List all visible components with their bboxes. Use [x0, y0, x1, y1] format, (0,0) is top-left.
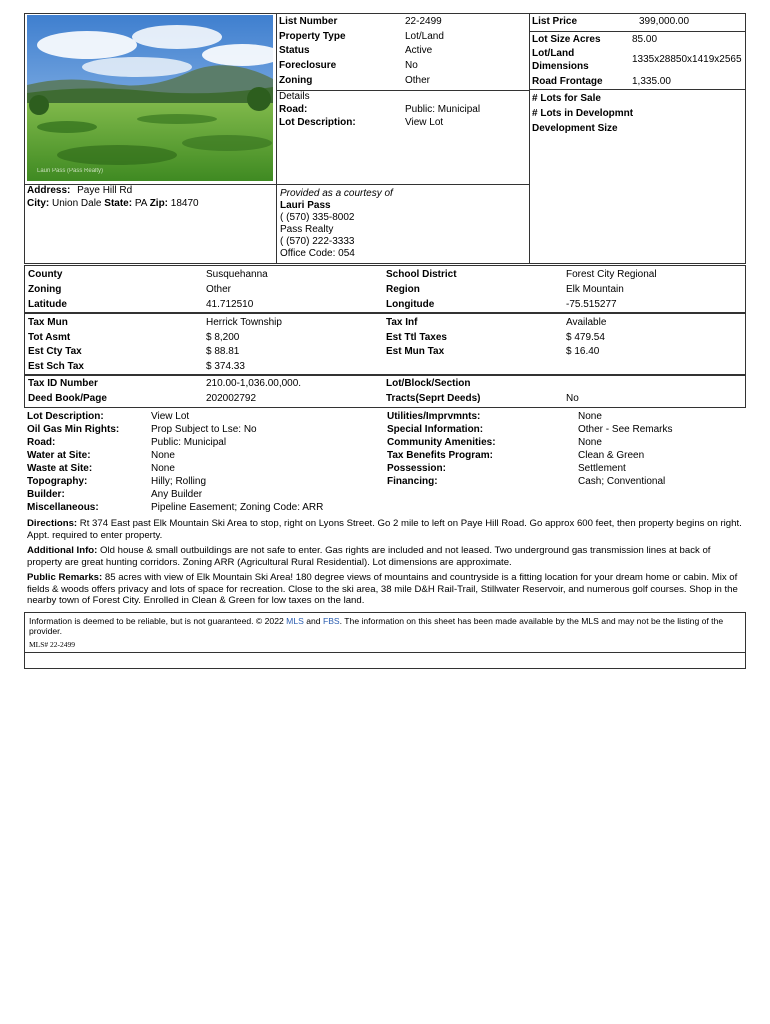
disclaimer-part-1: Information is deemed to be reliable, but is not guaranteed. © 2022	[29, 616, 284, 626]
feature-value: None	[578, 437, 602, 448]
zoning-value: Other	[405, 75, 431, 86]
office-code: Office Code: 054	[280, 248, 355, 259]
directions-label: Directions:	[27, 518, 78, 529]
address-label: Address:	[27, 185, 71, 196]
feature-label: Waste at Site:	[27, 463, 93, 474]
lots-for-sale-label: # Lots for Sale	[532, 93, 601, 104]
region-value: Elk Mountain	[566, 284, 624, 295]
tot-asmt-label: Tot Asmt	[28, 332, 71, 343]
feature-label: Utilities/Imprvmnts:	[387, 411, 481, 422]
divider	[276, 90, 529, 91]
address-line	[27, 185, 132, 197]
office-name: Pass Realty	[280, 224, 334, 235]
courtesy-intro: Provided as a courtesy of	[280, 188, 393, 199]
additional-info-text: Old house & small outbuildings are not safe to enter. Gas rights are included and not leased. Two underground gas transmission lines at back of property are great hunting corridors. Zoning ARR (Agricultural Rural Residential). Lot dimensions are approximate.	[27, 545, 711, 568]
divider	[529, 31, 746, 32]
feature-value: Settlement	[578, 463, 626, 474]
zip-value: 18470	[170, 198, 199, 209]
deed-book-value: 202002792	[206, 393, 257, 404]
feature-value: View Lot	[151, 411, 190, 422]
ids-section	[24, 375, 746, 408]
list-price-value: 399,000.00	[639, 16, 690, 27]
feature-value: Clean & Green	[578, 450, 645, 461]
zip-label: Zip:	[149, 198, 169, 209]
tax-mun-value: Herrick Township	[206, 317, 282, 328]
lot-size-label: Lot Size Acres	[532, 34, 601, 45]
feature-value: Cash; Conventional	[578, 476, 666, 487]
disclaimer-and: and	[306, 616, 321, 626]
feature-label: Miscellaneous:	[27, 502, 99, 513]
school-district-label: School District	[386, 269, 457, 280]
tax-inf-value: Available	[566, 317, 607, 328]
details-label: Details	[279, 91, 310, 102]
road-frontage-value: 1,335.00	[632, 76, 671, 87]
county-label: County	[28, 269, 63, 280]
city-label: City:	[27, 198, 50, 209]
lot-size-value: 85.00	[632, 34, 658, 45]
additional-info	[27, 545, 743, 568]
feature-label: Builder:	[27, 489, 65, 500]
lot-dim-label-2: Dimensions	[532, 61, 589, 72]
state-value: PA	[134, 198, 147, 209]
fbs-link[interactable]: FBS	[322, 616, 340, 626]
feature-label: Water at Site:	[27, 450, 91, 461]
est-cty-tax-value: $ 88.81	[206, 346, 240, 357]
loc-zoning-label: Zoning	[28, 284, 62, 295]
divider	[529, 89, 746, 90]
region-label: Region	[386, 284, 420, 295]
deed-book-label: Deed Book/Page	[28, 393, 107, 404]
lot-block-section-label: Lot/Block/Section	[386, 378, 471, 389]
list-price-label: List Price	[532, 16, 578, 27]
feature-value: Prop Subject to Lse: No	[151, 424, 257, 435]
feature-label: Road:	[27, 437, 56, 448]
public-remarks	[27, 572, 743, 607]
city-value: Union Dale	[52, 198, 102, 209]
latitude-label: Latitude	[28, 299, 67, 310]
lot-description-label: Lot Description:	[279, 117, 356, 128]
tax-section	[24, 313, 746, 375]
divider	[529, 13, 530, 264]
property-type-value: Lot/Land	[405, 31, 444, 42]
est-ttl-taxes-value: $ 479.54	[566, 332, 605, 343]
divider	[24, 652, 746, 653]
county-value: Susquehanna	[206, 269, 268, 280]
est-cty-tax-label: Est Cty Tax	[28, 346, 82, 357]
road-label: Road:	[279, 104, 308, 115]
lot-description-value: View Lot	[405, 117, 444, 128]
longitude-value: -75.515277	[566, 299, 617, 310]
est-sch-tax-label: Est Sch Tax	[28, 361, 84, 372]
est-mun-tax-label: Est Mun Tax	[386, 346, 445, 357]
list-number-label: List Number	[279, 16, 338, 27]
photo-watermark: Lauri Pass (Pass Realty)	[37, 168, 104, 174]
feature-label: Lot Description:	[27, 411, 104, 422]
mls-number: MLS# 22-2499	[29, 640, 76, 649]
address-value: Paye Hill Rd	[77, 185, 133, 196]
feature-value: None	[151, 450, 175, 461]
foreclosure-label: Foreclosure	[279, 60, 337, 71]
office-phone: ( (570) 222-3333	[280, 236, 355, 247]
public-remarks-text: 85 acres with view of Elk Mountain Ski Area! 180 degree views of mountains and countryside is a fitting location for your dream home or cabin. Mix of fields & woods offers privacy and lots of space for recreation. Close to the ski area, 38 mile D&H Rail-Trail, Stillwater Reservoir, and numerous golf courses. Shop in the nearby town of Forest City. Enrolled in Clean & Green for low taxes on the land.	[27, 572, 738, 606]
divider	[276, 13, 277, 264]
lot-dim-value: 1335x28850x1419x2565	[632, 54, 742, 65]
property-type-label: Property Type	[279, 31, 346, 42]
feature-label: Possession:	[387, 463, 446, 474]
agent-phone: ( (570) 335-8002	[280, 212, 355, 223]
longitude-label: Longitude	[386, 299, 435, 310]
landscape-image	[27, 15, 273, 181]
property-photo	[27, 15, 273, 181]
loc-zoning-value: Other	[206, 284, 232, 295]
road-value: Public: Municipal	[405, 104, 481, 115]
feature-label: Financing:	[387, 476, 438, 487]
zoning-label: Zoning	[279, 75, 313, 86]
directions-text: Rt 374 East past Elk Mountain Ski Area to stop, right on Lyons Street. Go 2 mile to left on Paye Hill Road. Go approx 600 feet, then property begins on right. Appt. required to enter property.	[27, 518, 742, 541]
tracts-value: No	[566, 393, 579, 404]
development-size-label: Development Size	[532, 123, 618, 134]
city-line	[27, 198, 199, 210]
tracts-label: Tracts(Seprt Deeds)	[386, 393, 481, 404]
school-district-value: Forest City Regional	[566, 269, 657, 280]
mls-link[interactable]: MLS	[286, 616, 304, 626]
est-mun-tax-value: $ 16.40	[566, 346, 600, 357]
foreclosure-value: No	[405, 60, 418, 71]
tax-id-value: 210.00-1,036.00,000.	[206, 378, 302, 389]
tax-id-label: Tax ID Number	[28, 378, 98, 389]
feature-value: Any Builder	[151, 489, 203, 500]
feature-label: Community Amenities:	[387, 437, 496, 448]
feature-label: Oil Gas Min Rights:	[27, 424, 120, 435]
feature-value: Hilly; Rolling	[151, 476, 207, 487]
agent-name: Lauri Pass	[280, 200, 331, 211]
feature-label: Topography:	[27, 476, 88, 487]
directions	[27, 518, 743, 541]
est-ttl-taxes-label: Est Ttl Taxes	[386, 332, 447, 343]
lot-dim-label-1: Lot/Land	[532, 48, 575, 59]
tot-asmt-value: $ 8,200	[206, 332, 240, 343]
feature-label: Tax Benefits Program:	[387, 450, 493, 461]
lots-in-development-label: # Lots in Developmnt	[532, 108, 634, 119]
feature-label: Special Information:	[387, 424, 484, 435]
status-value: Active	[405, 45, 433, 56]
feature-value: None	[578, 411, 602, 422]
tax-mun-label: Tax Mun	[28, 317, 68, 328]
feature-value: Pipeline Easement; Zoning Code: ARR	[151, 502, 324, 513]
disclaimer-text	[29, 617, 741, 636]
public-remarks-label: Public Remarks:	[27, 572, 103, 583]
feature-value: Other - See Remarks	[578, 424, 673, 435]
est-sch-tax-value: $ 374.33	[206, 361, 245, 372]
state-label: State:	[104, 198, 133, 209]
latitude-value: 41.712510	[206, 299, 254, 310]
feature-value: None	[151, 463, 175, 474]
disclaimer-part-2: . The information on this sheet has been made available by the MLS and may not be the listing of the provider.	[29, 616, 724, 636]
feature-value: Public: Municipal	[151, 437, 227, 448]
road-frontage-label: Road Frontage	[532, 76, 603, 87]
list-number-value: 22-2499	[405, 16, 442, 27]
additional-info-label: Additional Info:	[27, 545, 98, 556]
tax-inf-label: Tax Inf	[386, 317, 418, 328]
status-label: Status	[279, 45, 310, 56]
